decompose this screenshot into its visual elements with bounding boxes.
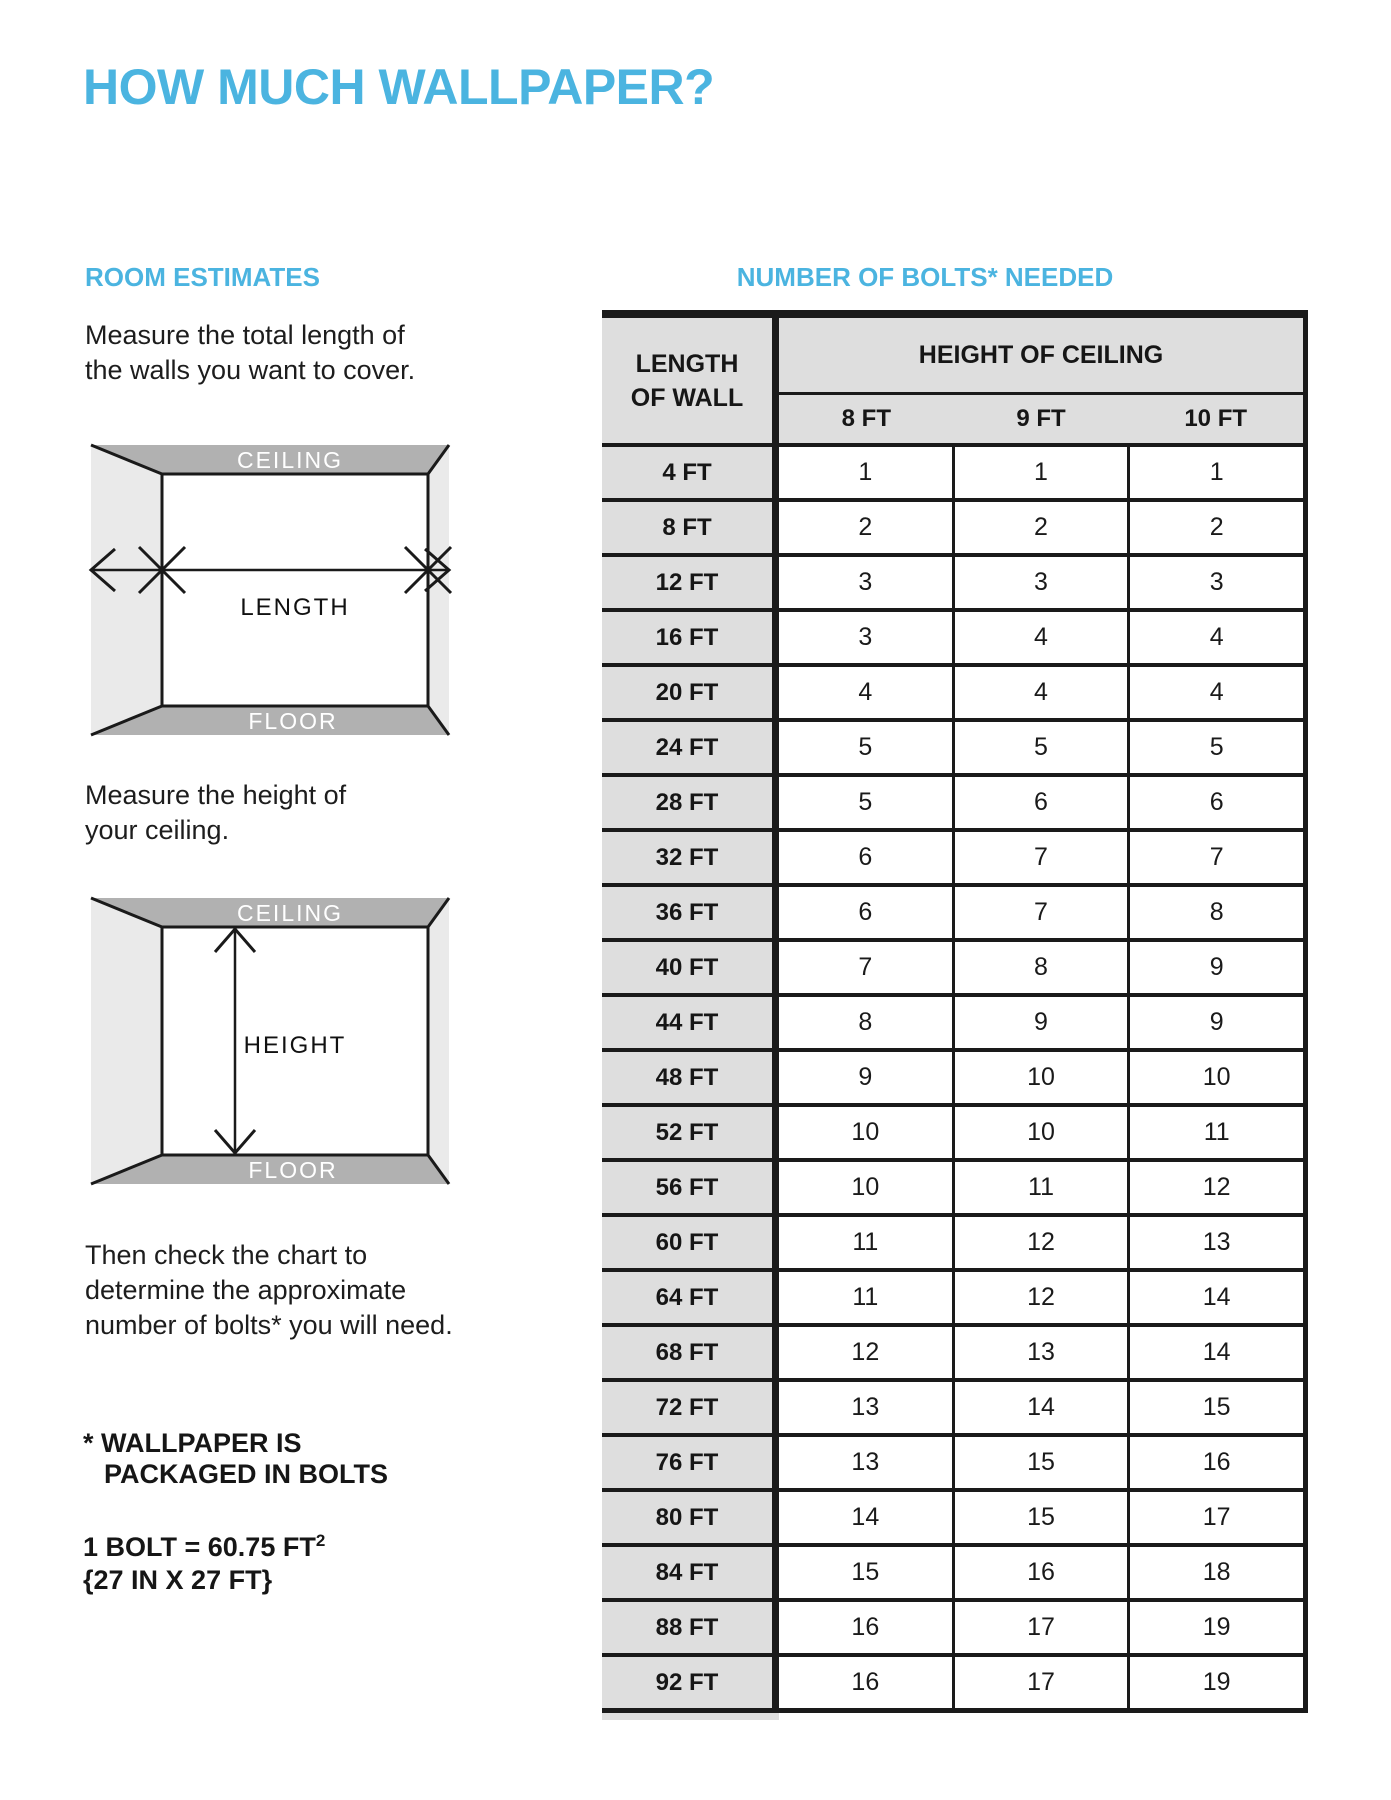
bolt-equation-line	[83, 1524, 325, 1564]
bolts-9ft-cell: 11	[952, 1162, 1128, 1213]
wall-length-cell: 72 FT	[602, 1382, 779, 1433]
bolts-10ft-cell: 18	[1127, 1547, 1303, 1598]
column-header-9ft: 9 FT	[1016, 405, 1066, 432]
bolts-10ft-cell: 11	[1127, 1107, 1303, 1158]
bolts-8ft-cell: 2	[858, 513, 873, 541]
bolts-10ft-cell: 3	[1127, 557, 1303, 608]
bolts-table	[602, 310, 1308, 1720]
bolts-needed-heading: NUMBER OF BOLTS* NEEDED	[736, 262, 1114, 292]
wall-length-cell: 84 FT	[602, 1547, 779, 1598]
back-wall	[162, 474, 428, 706]
wall-length-cell: 16 FT	[602, 612, 779, 663]
wall-length-cell: 80 FT	[602, 1492, 779, 1543]
wall-length-cell: 44 FT	[602, 997, 779, 1048]
bolts-9ft-cell: 7	[952, 832, 1128, 883]
bolts-8ft-cell: 13	[851, 1448, 880, 1476]
bolts-9ft-cell: 3	[952, 557, 1128, 608]
wall-length-cell: 48 FT	[602, 1052, 779, 1103]
bolts-9ft-cell: 5	[952, 722, 1128, 773]
table-row	[602, 498, 1308, 553]
table-row	[602, 1158, 1308, 1213]
column-header-8ft: 8 FT	[841, 405, 891, 432]
bolts-10ft-cell: 5	[1127, 722, 1303, 773]
bolts-9ft-cell: 12	[952, 1272, 1128, 1323]
measure-length-paragraph	[85, 318, 415, 388]
bolts-8ft-cell: 6	[858, 898, 873, 926]
table-body	[602, 443, 1308, 1708]
bolts-10ft-cell: 14	[1127, 1327, 1303, 1378]
wall-length-cell: 28 FT	[602, 777, 779, 828]
bolts-10ft-cell: 1	[1127, 447, 1303, 498]
bolts-8ft-cell: 10	[851, 1118, 880, 1146]
wall-length-cell: 24 FT	[602, 722, 779, 773]
bolts-9ft-cell: 10	[952, 1052, 1128, 1103]
bolts-10ft-cell: 19	[1127, 1602, 1303, 1653]
length-label: LENGTH	[240, 594, 350, 621]
ceiling-height-header-group	[779, 318, 1303, 443]
bolts-9ft-cell: 13	[952, 1327, 1128, 1378]
column-header-10ft: 10 FT	[1184, 405, 1248, 432]
bolts-9ft-cell: 2	[952, 502, 1128, 553]
paragraph-line: the walls you want to cover.	[85, 355, 416, 385]
bolts-8ft-cell: 16	[851, 1668, 880, 1696]
page-title: HOW MUCH WALLPAPER?	[83, 59, 715, 115]
wall-length-cell: 52 FT	[602, 1107, 779, 1158]
left-wall-surface	[91, 445, 162, 735]
bolts-10ft-cell: 4	[1127, 667, 1303, 718]
table-row	[602, 1268, 1308, 1323]
bolts-9ft-cell: 17	[952, 1657, 1128, 1708]
bolts-8ft-cell: 15	[851, 1558, 880, 1586]
table-row	[602, 883, 1308, 938]
bolt-equation-superscript: 2	[315, 1531, 326, 1550]
bolts-8ft-cell: 3	[858, 568, 873, 596]
table-row	[602, 1598, 1308, 1653]
paragraph-line: determine the approximate	[85, 1275, 407, 1305]
bolt-dimensions-line: {27 IN X 27 FT}	[83, 1565, 273, 1595]
bolts-9ft-cell: 15	[952, 1492, 1128, 1543]
ceiling-label: CEILING	[236, 900, 344, 926]
paragraph-line: Measure the total length of	[85, 320, 405, 350]
bolts-10ft-cell: 7	[1127, 832, 1303, 883]
wall-length-cell: 60 FT	[602, 1217, 779, 1268]
bolts-8ft-cell: 14	[851, 1503, 880, 1531]
bolts-9ft-cell: 1	[952, 447, 1128, 498]
paragraph-line: your ceiling.	[85, 815, 230, 845]
room-length-diagram	[83, 437, 457, 743]
footnote-line: * WALLPAPER IS	[83, 1428, 302, 1458]
table-row	[602, 1488, 1308, 1543]
bolts-8ft-cell: 5	[858, 788, 873, 816]
table-row	[602, 663, 1308, 718]
bolts-8ft-cell: 16	[851, 1613, 880, 1641]
table-row	[602, 1213, 1308, 1268]
bolts-8ft-cell: 5	[858, 733, 873, 761]
wallpaper-bolts-footnote	[83, 1428, 388, 1490]
bolts-8ft-cell: 11	[852, 1283, 879, 1311]
wall-length-cell: 92 FT	[602, 1657, 779, 1708]
bolts-10ft-cell: 19	[1127, 1657, 1303, 1708]
bolts-8ft-cell: 12	[851, 1338, 880, 1366]
bolts-10ft-cell: 15	[1127, 1382, 1303, 1433]
wall-length-cell: 64 FT	[602, 1272, 779, 1323]
bolts-10ft-cell: 6	[1127, 777, 1303, 828]
paragraph-line: Then check the chart to	[85, 1240, 368, 1270]
bolts-10ft-cell: 4	[1127, 612, 1303, 663]
floor-label: FLOOR	[248, 1157, 338, 1183]
height-label: HEIGHT	[243, 1032, 347, 1059]
table-row	[602, 993, 1308, 1048]
paragraph-line: number of bolts* you will need.	[85, 1310, 453, 1340]
bolts-10ft-cell: 17	[1127, 1492, 1303, 1543]
header-line: OF WALL	[630, 383, 744, 412]
table-row	[602, 1048, 1308, 1103]
footnote-line: PACKAGED IN BOLTS	[104, 1459, 389, 1489]
table-row	[602, 443, 1308, 498]
wall-length-cell: 12 FT	[602, 557, 779, 608]
bolts-9ft-cell: 14	[952, 1382, 1128, 1433]
table-row	[602, 1543, 1308, 1598]
bolts-9ft-cell: 9	[952, 997, 1128, 1048]
bolts-10ft-cell: 8	[1127, 887, 1303, 938]
right-wall-surface	[428, 898, 449, 1184]
bolts-10ft-cell: 9	[1127, 997, 1303, 1048]
table-row	[602, 718, 1308, 773]
bolt-equation-text: 1 BOLT = 60.75 FT	[83, 1532, 316, 1562]
wall-length-cell: 68 FT	[602, 1327, 779, 1378]
bolts-9ft-cell: 12	[952, 1217, 1128, 1268]
bolts-10ft-cell: 16	[1127, 1437, 1303, 1488]
bolts-8ft-cell: 10	[851, 1173, 880, 1201]
left-wall-surface	[91, 898, 162, 1184]
table-row	[602, 1103, 1308, 1158]
table-row	[602, 828, 1308, 883]
room-estimates-heading: ROOM ESTIMATES	[85, 262, 320, 292]
bolts-9ft-cell: 15	[952, 1437, 1128, 1488]
bolts-9ft-cell: 16	[952, 1547, 1128, 1598]
right-wall-surface	[428, 445, 449, 735]
wall-length-cell: 40 FT	[602, 942, 779, 993]
check-chart-paragraph	[85, 1238, 453, 1343]
bolts-8ft-cell: 6	[858, 843, 873, 871]
table-header	[602, 318, 1308, 443]
table-row	[602, 1378, 1308, 1433]
ceiling-height-subheaders	[779, 395, 1303, 443]
table-row	[602, 773, 1308, 828]
table-bottom-sliver	[602, 1713, 779, 1720]
bolts-8ft-cell: 13	[851, 1393, 880, 1421]
bolts-10ft-cell: 14	[1127, 1272, 1303, 1323]
wall-length-cell: 32 FT	[602, 832, 779, 883]
table-top-border	[602, 310, 1308, 318]
ceiling-label: CEILING	[236, 447, 344, 473]
floor-label: FLOOR	[248, 708, 338, 734]
bolts-8ft-cell: 4	[858, 678, 873, 706]
wall-length-cell: 8 FT	[602, 502, 779, 553]
wall-length-cell: 56 FT	[602, 1162, 779, 1213]
bolts-8ft-cell: 8	[858, 1008, 873, 1036]
bolts-8ft-cell: 3	[858, 623, 873, 651]
wall-length-cell: 20 FT	[602, 667, 779, 718]
wall-length-cell: 76 FT	[602, 1437, 779, 1488]
bolts-9ft-cell: 4	[952, 612, 1128, 663]
bolts-8ft-cell: 1	[858, 458, 873, 486]
bolts-10ft-cell: 9	[1127, 942, 1303, 993]
table-row	[602, 1653, 1308, 1708]
bolts-8ft-cell: 7	[858, 953, 873, 981]
paragraph-line: Measure the height of	[85, 780, 347, 810]
table-row	[602, 553, 1308, 608]
bolts-9ft-cell: 10	[952, 1107, 1128, 1158]
bolts-10ft-cell: 12	[1127, 1162, 1303, 1213]
header-line: LENGTH	[635, 349, 739, 378]
table-row	[602, 608, 1308, 663]
bolts-9ft-cell: 7	[952, 887, 1128, 938]
table-row	[602, 938, 1308, 993]
wall-length-cell: 88 FT	[602, 1602, 779, 1653]
table-row	[602, 1323, 1308, 1378]
table-row	[602, 1433, 1308, 1488]
bolts-10ft-cell: 10	[1127, 1052, 1303, 1103]
bolts-10ft-cell: 2	[1127, 502, 1303, 553]
wall-length-cell: 4 FT	[602, 447, 779, 498]
bolts-10ft-cell: 13	[1127, 1217, 1303, 1268]
bolts-9ft-cell: 4	[952, 667, 1128, 718]
bolts-9ft-cell: 17	[952, 1602, 1128, 1653]
length-of-wall-header	[602, 318, 779, 443]
bolts-8ft-cell: 11	[852, 1228, 879, 1256]
bolt-size-info	[83, 1524, 325, 1597]
bolts-8ft-cell: 9	[858, 1063, 873, 1091]
height-of-ceiling-header: HEIGHT OF CEILING	[779, 318, 1303, 395]
room-height-diagram	[83, 890, 457, 1192]
wall-length-cell: 36 FT	[602, 887, 779, 938]
bolts-9ft-cell: 8	[952, 942, 1128, 993]
measure-height-paragraph	[85, 778, 346, 848]
bolts-9ft-cell: 6	[952, 777, 1128, 828]
